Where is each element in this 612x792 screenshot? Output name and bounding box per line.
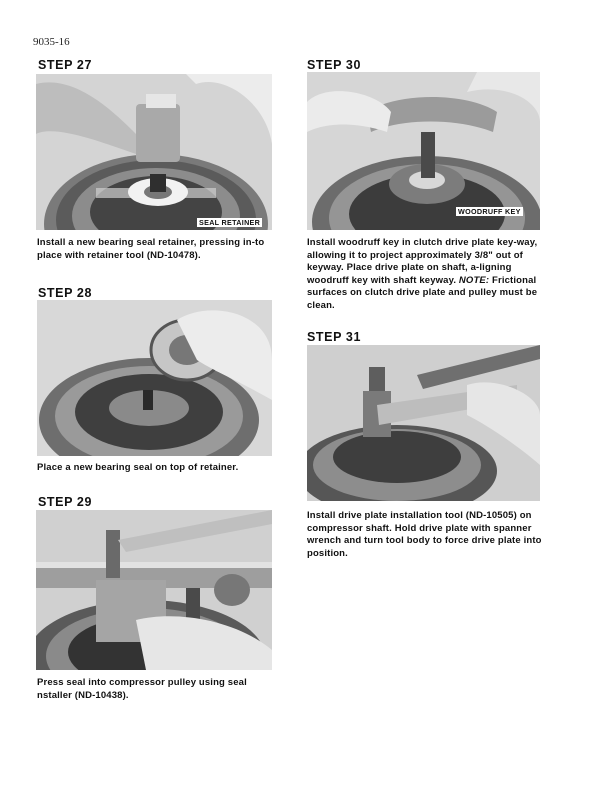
step-30-heading: STEP 30 (307, 58, 361, 72)
step-27-photo (36, 74, 272, 230)
step-28-heading: STEP 28 (38, 286, 92, 300)
step-29-caption: Press seal into compressor pulley using seal nstaller (ND-10438). (37, 677, 247, 701)
step-31-heading: STEP 31 (307, 330, 361, 344)
seal-retainer-callout: SEAL RETAINER (199, 218, 261, 227)
step-28-photo (37, 300, 272, 456)
step-27-caption: Install a new bearing seal retainer, pressing in-to place with retainer tool (ND-10478). (37, 237, 265, 261)
step-30-caption-text: Install woodruff key in clutch drive plate key-way, allowing it to project approximately 3/8" out of keyway. Place drive plate on shaft, a-ligning woodruff key with shaft keyway. (307, 237, 538, 286)
step-30-note-label: NOTE: (458, 274, 490, 286)
woodruff-key-callout: WOODRUFF KEY (458, 207, 521, 216)
step-29-photo (36, 510, 272, 670)
step-31-caption: Install drive plate installation tool (ND-10505) on compressor shaft. Hold drive plate with spanner wrench and turn tool body to force drive plate into position. (307, 510, 542, 559)
step-30-note-text: Frictional surfaces on clutch drive plate and pulley must be clean. (307, 274, 538, 311)
step-29-heading: STEP 29 (38, 495, 92, 509)
step-31-photo (307, 345, 540, 501)
step-28-caption: Place a new bearing seal on top of retainer. (37, 462, 239, 473)
page-number: 9035-16 (33, 36, 70, 48)
step-30-caption (307, 237, 543, 313)
step-27-heading: STEP 27 (38, 58, 92, 72)
